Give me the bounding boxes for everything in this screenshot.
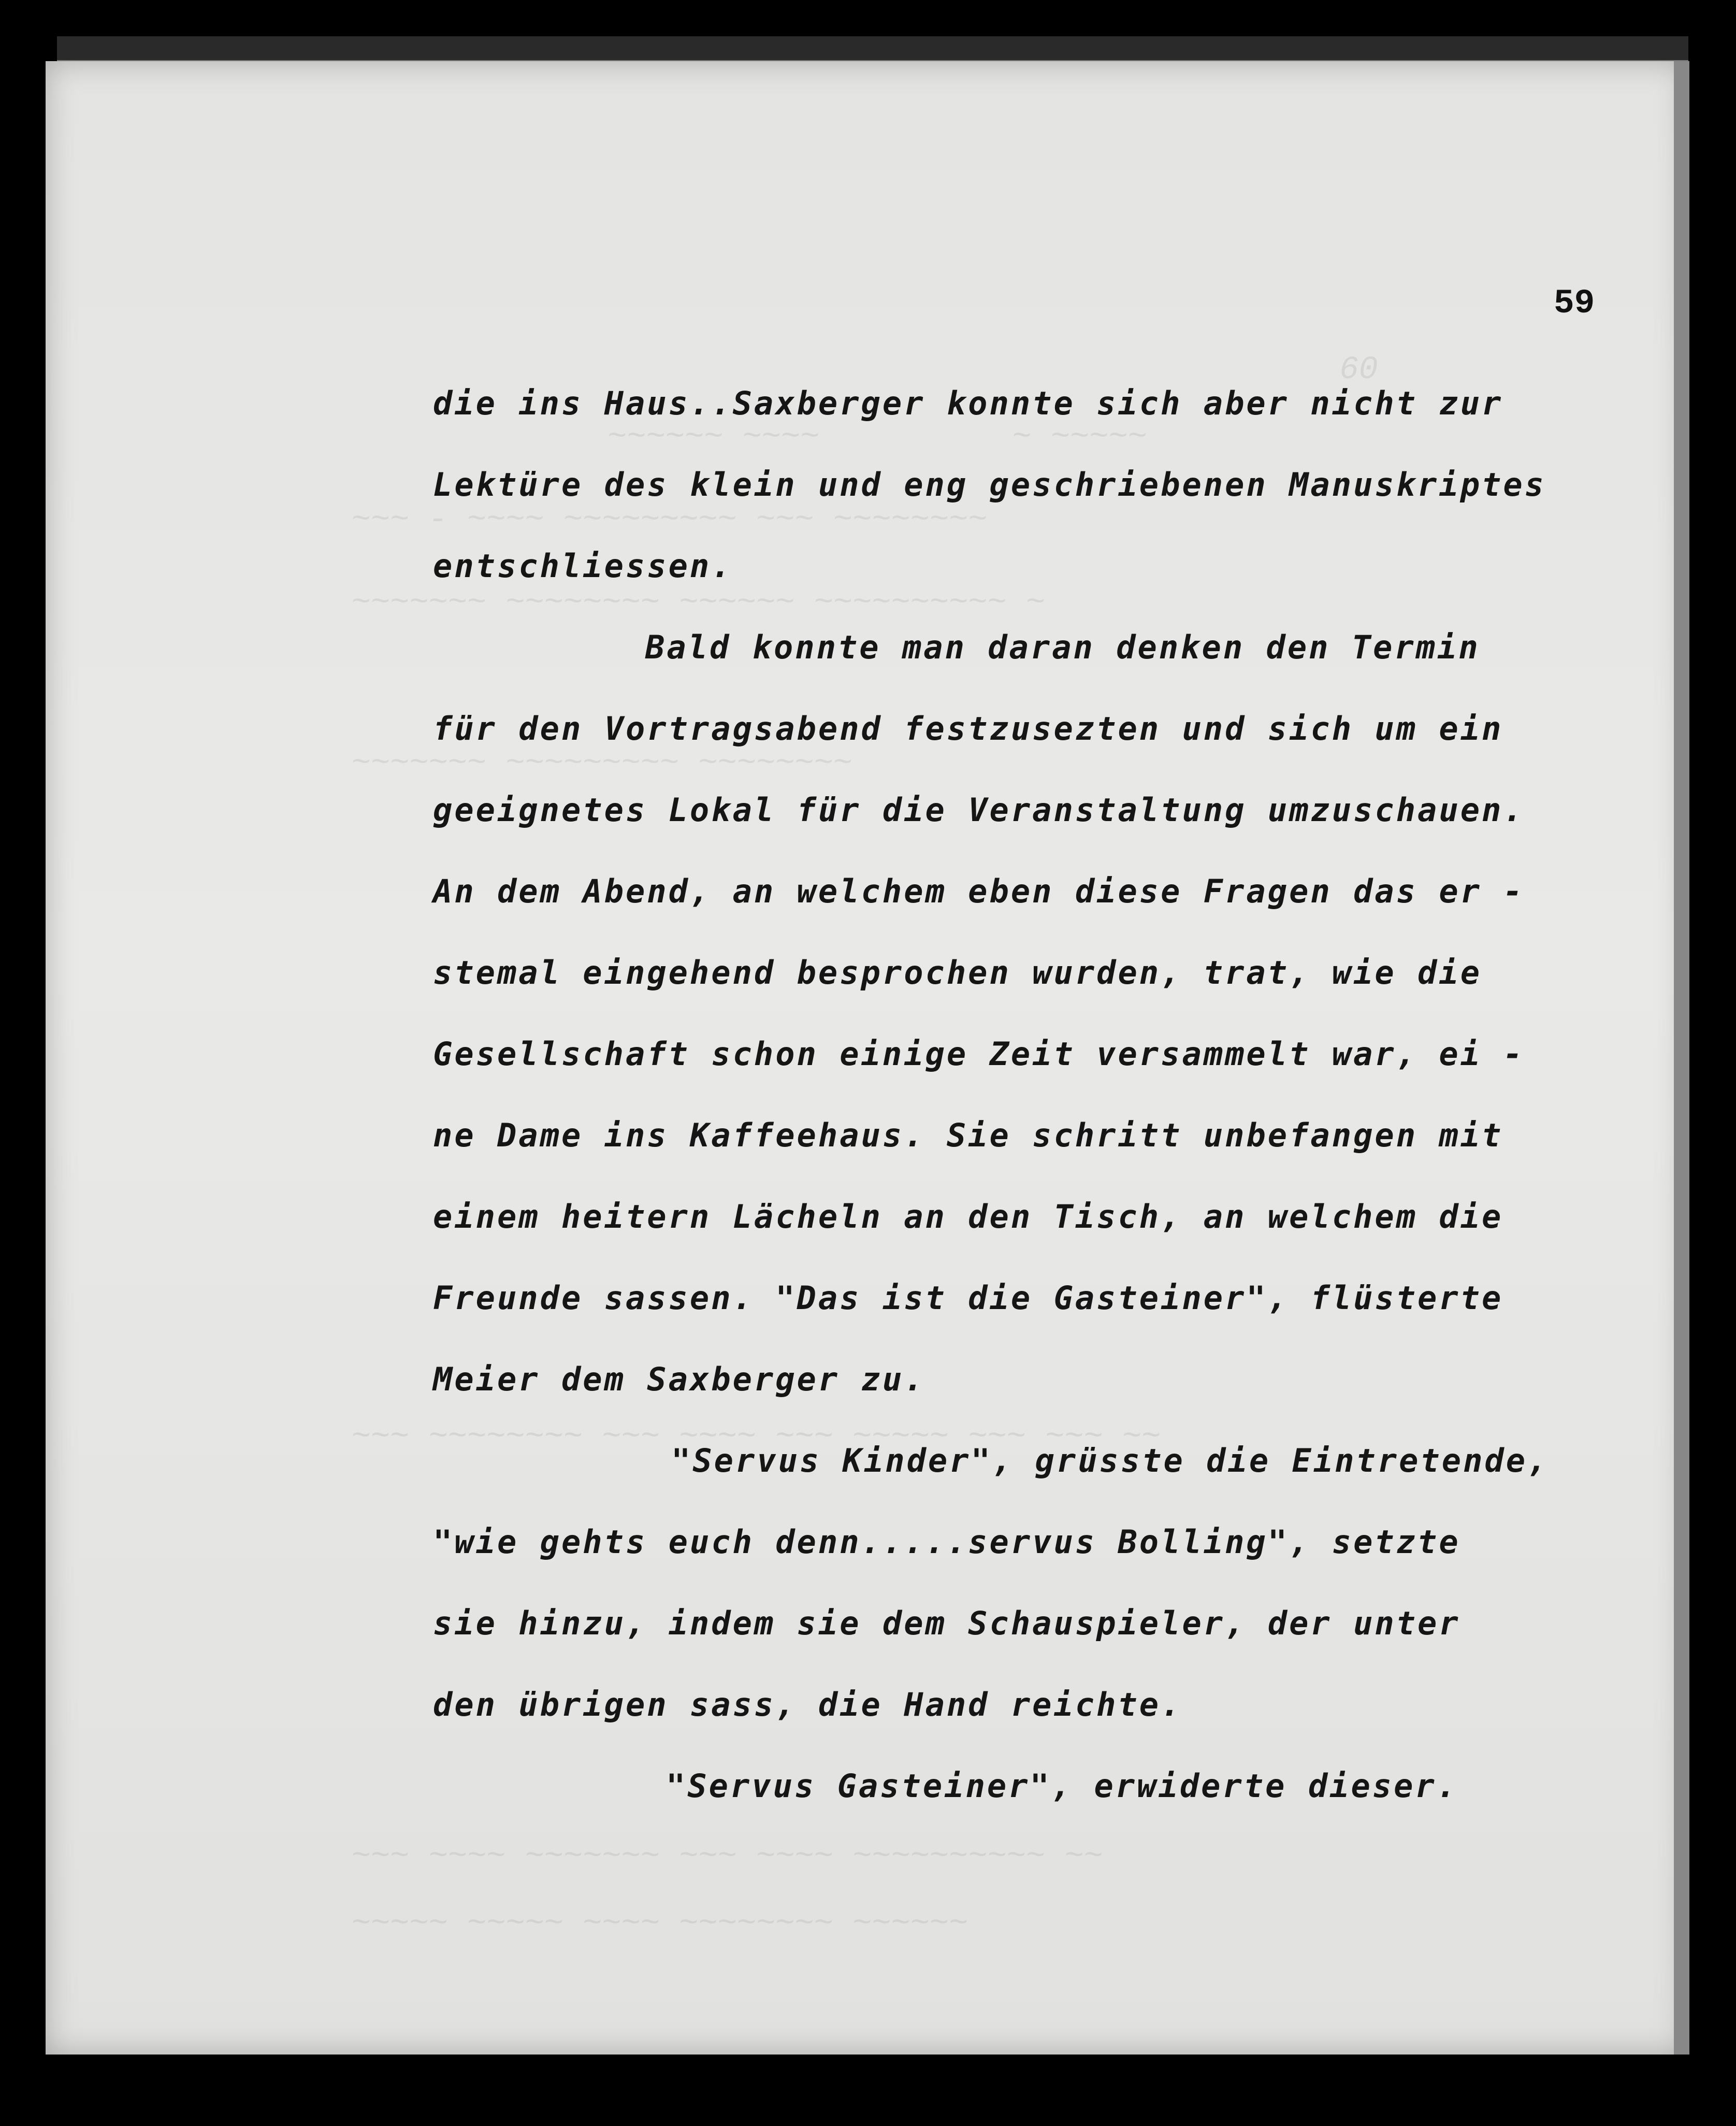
text-line: "Servus Kinder", grüsste die Eintretende, xyxy=(671,1442,1549,1479)
text-line: stemal eingehend besprochen wurden, trat, wie die xyxy=(433,954,1482,992)
bleed-through-text: ~~~~~~~ ~~~~~~~~~ ~~~~~~~~ xyxy=(351,745,852,782)
text-line: "wie gehts euch denn.....servus Bolling", setzte xyxy=(433,1523,1460,1561)
page-stack-top-edge xyxy=(57,36,1688,63)
text-line: Bald konnte man daran denken den Termin xyxy=(645,628,1480,666)
text-line: Gesellschaft schon einige Zeit versammelt war, ei - xyxy=(433,1035,1525,1073)
text-line: Freunde sassen. "Das ist die Gasteiner", flüsterte xyxy=(433,1279,1503,1317)
bleed-through-text: ~~~~~~ ~~~~ ~ ~~~~~ xyxy=(569,419,1147,455)
text-line: An dem Abend, an welchem eben diese Fragen das er - xyxy=(433,872,1525,910)
text-line: "Servus Gasteiner", erwiderte dieser. xyxy=(666,1767,1458,1805)
text-line: Lektüre des klein und eng geschriebenen Manuskriptes xyxy=(433,466,1546,504)
text-line: für den Vortragsabend festzusezten und sich um ein xyxy=(433,710,1503,748)
body-text xyxy=(433,363,1676,1827)
bleed-through-text: 60 xyxy=(569,351,1378,388)
bleed-through-text: ~~~ ~~~~~~~~ ~~~ ~~~~ ~~~ ~~~~~ ~~~ ~~~ ~~ xyxy=(351,1418,1161,1455)
text-line: geeignetes Lokal für die Veranstaltung umzuschauen. xyxy=(433,791,1525,829)
page-number: 59 xyxy=(1554,284,1595,323)
page-right-edge xyxy=(1674,61,1689,2055)
text-line: entschliessen. xyxy=(433,547,733,585)
bleed-through-text: ~~~ ~~~~ ~~~~~~~ ~~~ ~~~~ ~~~~~~~~~~ ~~ xyxy=(351,1838,1103,1875)
bleed-through-text: ~~~~~~~ ~~~~~~~~ ~~~~~~ ~~~~~~~~~~ ~ xyxy=(351,584,1045,621)
text-line: die ins Haus..Saxberger konnte sich aber nicht zur xyxy=(433,384,1503,422)
bleed-through-text: ~~~~~ ~~~~~ ~~~~ ~~~~~~~~ ~~~~~~ xyxy=(351,1905,968,1942)
text-line: einem heitern Lächeln an den Tisch, an welchem die xyxy=(433,1198,1503,1236)
text-line: den übrigen sass, die Hand reichte. xyxy=(433,1686,1182,1723)
text-line: ne Dame ins Kaffeehaus. Sie schritt unbefangen mit xyxy=(433,1116,1503,1154)
text-line: Meier dem Saxberger zu. xyxy=(433,1360,925,1398)
text-line: sie hinzu, indem sie dem Schauspieler, der unter xyxy=(433,1604,1460,1642)
bleed-through-text: ~~~ - ~~~~ ~~~~~~~~~ ~~~ ~~~~~~~~ xyxy=(351,501,987,538)
